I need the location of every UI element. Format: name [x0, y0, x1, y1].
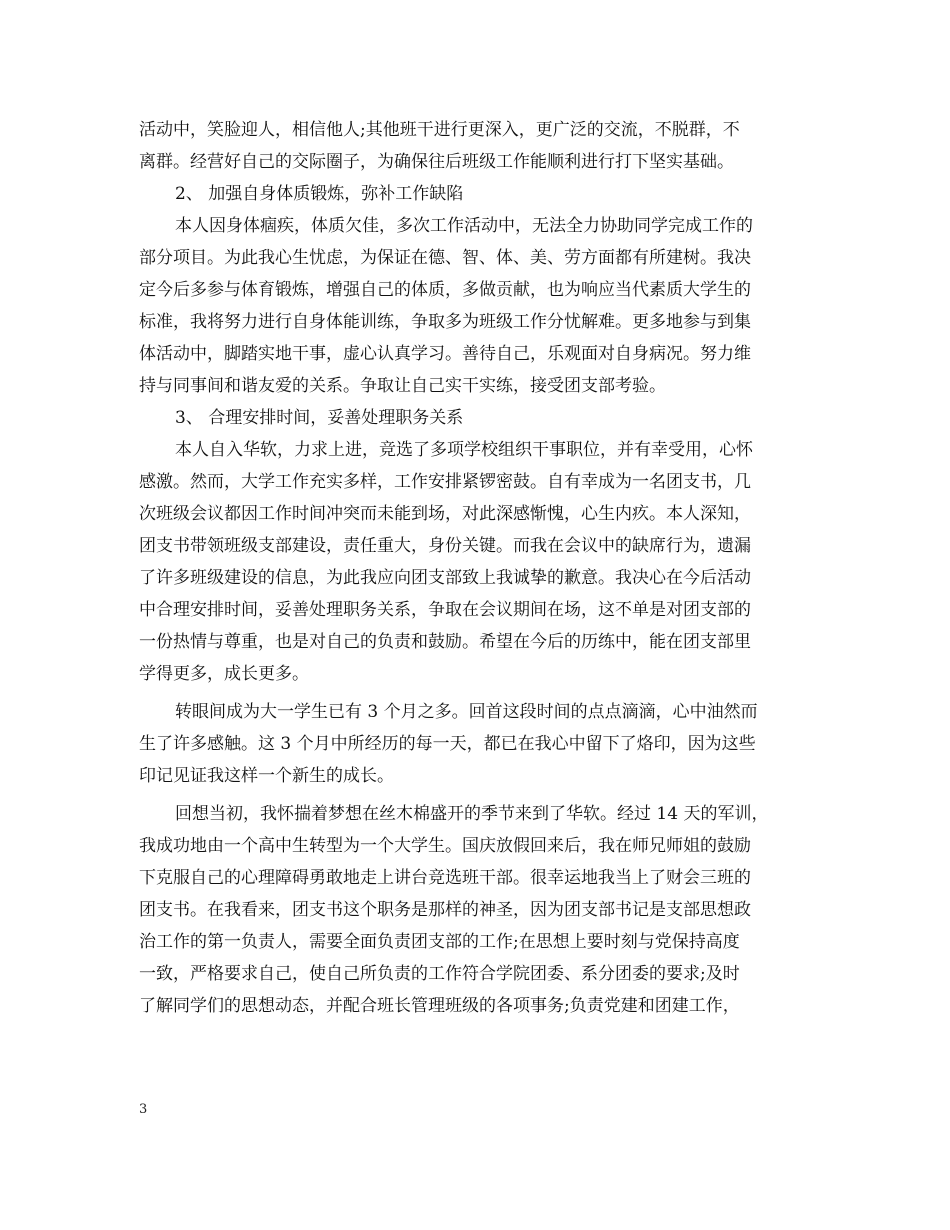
- text-line: 团支书带领班级支部建设，责任重大，身份关键。而我在会议中的缺席行为，遗漏: [139, 536, 751, 556]
- text-line: 部分项目。为此我心生忧虑，为保证在德、智、体、美、劳方面都有所建树。我决: [139, 248, 751, 268]
- text-line: 标准，我将努力进行自身体能训练，争取多为班级工作分忧解难。更多地参与到集: [139, 312, 751, 332]
- text-line: 了许多班级建设的信息，为此我应向团支部致上我诚挚的歉意。我决心在今后活动: [139, 568, 751, 588]
- page-number: 3: [139, 1102, 148, 1117]
- text-line: 生了许多感触。这 3 个月中所经历的每一天，都已在我心中留下了烙印，因为这些: [139, 734, 756, 754]
- text-line: 治工作的第一负责人，需要全面负责团支部的工作;在思想上要时刻与党保持高度: [139, 932, 740, 952]
- text-line: 离群。经营好自己的交际圈子，为确保往后班级工作能顺利进行打下坚实基础。: [139, 152, 734, 172]
- section-heading: 3、 合理安排时间，妥善处理职务关系: [175, 408, 464, 428]
- text-line: 我成功地由一个高中生转型为一个大学生。国庆放假回来后，我在师兄师姐的鼓励: [139, 836, 751, 856]
- text-line: 转眼间成为大一学生已有 3 个月之多。回首这段时间的点点滴滴，心中油然而: [175, 702, 758, 722]
- text-line: 活动中，笑脸迎人，相信他人;其他班干进行更深入，更广泛的交流，不脱群，不: [139, 120, 740, 140]
- text-line: 持与同事间和谐友爱的关系。争取让自己实干实练，接受团支部考验。: [139, 376, 666, 396]
- text-line: 体活动中，脚踏实地干事，虚心认真学习。善待自己，乐观面对自身病况。努力维: [139, 344, 751, 364]
- text-line: 下克服自己的心理障碍勇敢地走上讲台竞选班干部。很幸运地我当上了财会三班的: [139, 868, 751, 888]
- text-line: 团支书。在我看来，团支书这个职务是那样的神圣，因为团支部书记是支部思想政: [139, 900, 751, 920]
- document-body: [139, 114, 825, 1022]
- text-line: 本人自入华软，力求上进，竞选了多项学校组织干事职位，并有幸受用，心怀: [175, 440, 753, 460]
- text-line: 学得更多，成长更多。: [139, 664, 309, 684]
- text-line: 一份热情与尊重，也是对自己的负责和鼓励。希望在今后的历练中，能在团支部里: [139, 632, 751, 652]
- text-line: 感激。然而，大学工作充实多样，工作安排紧锣密鼓。自有幸成为一名团支书，几: [139, 472, 751, 492]
- text-line: 次班级会议都因工作时间冲突而未能到场，对此深感惭愧，心生内疚。本人深知，: [139, 504, 751, 524]
- text-line: 回想当初，我怀揣着梦想在丝木棉盛开的季节来到了华软。经过 14 天的军训，: [175, 804, 769, 824]
- section-heading: 2、 加强自身体质锻炼，弥补工作缺陷: [175, 184, 464, 204]
- text-line: 了解同学们的思想动态，并配合班长管理班级的各项事务;负责党建和团建工作，: [139, 996, 740, 1016]
- text-line: 定今后多参与体育锻炼，增强自己的体质，多做贡献，也为响应当代素质大学生的: [139, 280, 751, 300]
- text-line: 本人因身体痼疾，体质欠佳，多次工作活动中，无法全力协助同学完成工作的: [175, 216, 753, 236]
- text-line: 中合理安排时间，妥善处理职务关系，争取在会议期间在场，这不单是对团支部的: [139, 600, 751, 620]
- text-line: 印记见证我这样一个新生的成长。: [139, 766, 394, 786]
- text-line: 一致，严格要求自己，使自己所负责的工作符合学院团委、系分团委的要求;及时: [139, 964, 740, 984]
